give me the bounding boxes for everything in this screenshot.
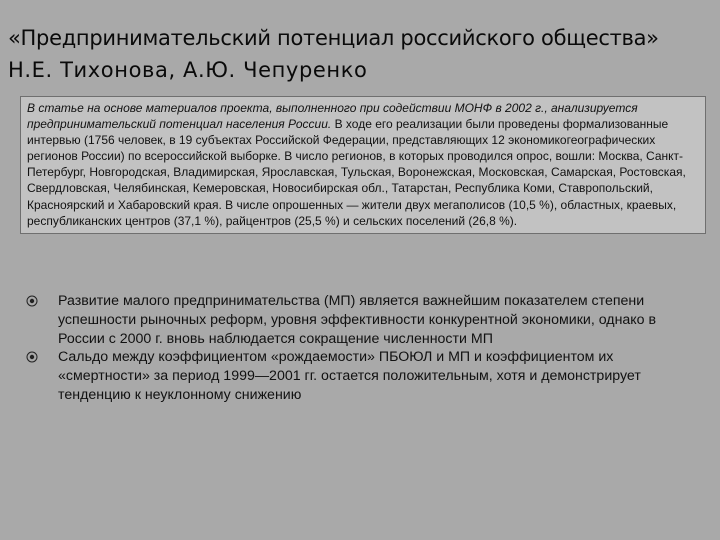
abstract-text: В ходе его реализации были проведены формализованные интервью (1756 человек, в 19 субъектах Российской Федерации, представляющих 12 экономикогеографических регионов России) по всероссийской выборке. В число регионов, в которых проводился опрос, вошли: Москва, Санкт-Петербург, Новгородская, Владимирская, Ярославская, Тульская, Воронежская, Московская, Самарская, Ростовская, Свердловская, Челябинская, Кемеровская, Новосибирская обл., Татарстан, Республика Коми, Ставропольский, Красноярский и Хабаровский края. В числе опрошенных — жители двух мегаполисов (10,5 %), областных, краевых, республиканских центров (37,1 %), райцентров (25,5 %) и сельских поселений (26,8 %). [27, 117, 686, 228]
bullet-list [26, 292, 696, 405]
bullet-item [26, 292, 696, 348]
slide-authors: Н.Е. Тихонова, А.Ю. Чепуренко [8, 58, 368, 82]
bullet-item [26, 348, 696, 404]
circle-dot-icon [26, 295, 38, 307]
abstract-italic-text: В статье на основе материалов проекта, выполненного при содействии МОНФ в 2002 г., анализируется предпринимательский потенциал населения России. [27, 101, 638, 132]
abstract-box [20, 96, 706, 234]
bullet-text: Сальдо между коэффициентом «рождаемости» ПБОЮЛ и МП и коэффициентом их «смертности» за период 1999—2001 гг. остается положительным, хотя и демонстрирует тенденцию к неуклонному снижению [58, 349, 641, 403]
bullet-text: Развитие малого предпринимательства (МП) является важнейшим показателем степени успешности рыночных реформ, уровня эффективности конкурентной экономики, однако в России с 2000 г. вновь наблюдается сокращение численности МП [58, 293, 657, 347]
slide-title: «Предпринимательский потенциал российского общества» [8, 26, 659, 50]
circle-dot-icon [26, 351, 38, 363]
